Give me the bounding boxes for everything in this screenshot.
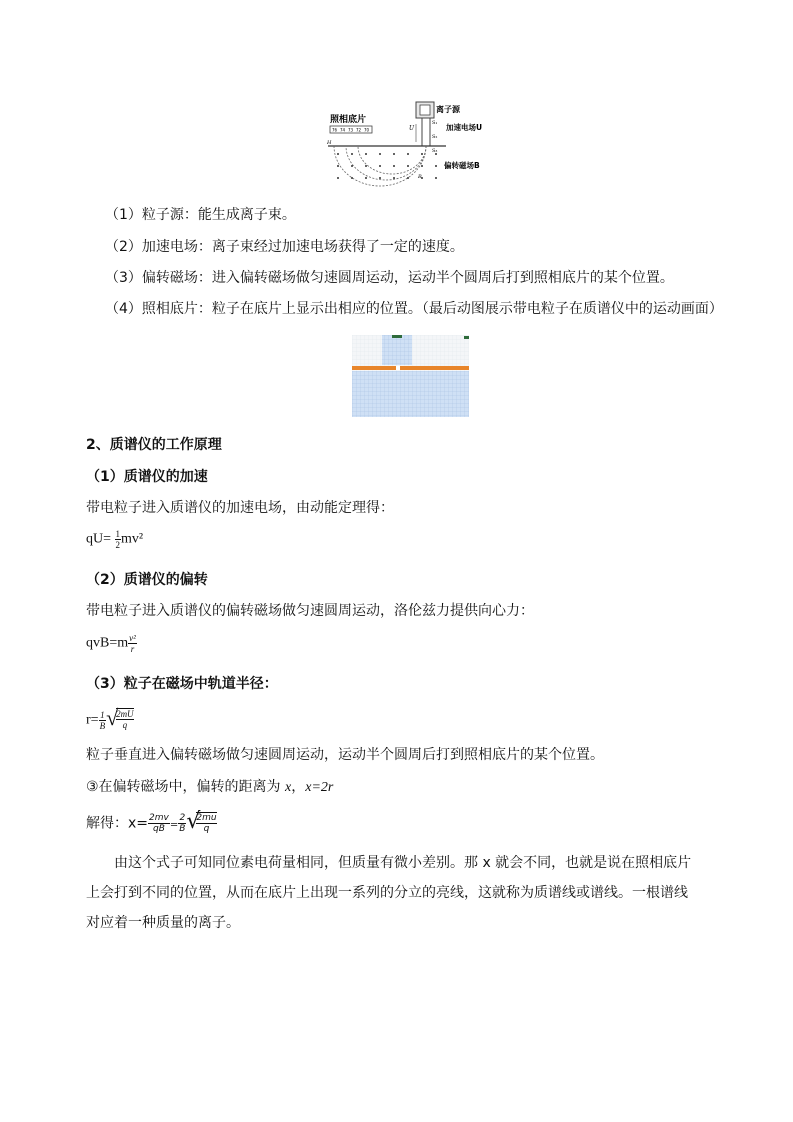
item-3: （3）偏转磁场：进入偏转磁场做匀速圆周运动，运动半个圆周后打到照相底片的某个位置。 bbox=[105, 270, 674, 286]
label-U: U bbox=[409, 125, 415, 132]
formula-right: mv² bbox=[121, 531, 144, 547]
frac-num: 1 bbox=[115, 529, 121, 539]
label-S2: S₂ bbox=[432, 134, 438, 140]
sub2-title: （2）质谱仪的偏转 bbox=[86, 572, 208, 588]
sub3-title: （3）粒子在磁场中轨道半径： bbox=[86, 676, 278, 692]
magnetic-field-dots bbox=[337, 153, 437, 179]
radical-icon: √ bbox=[106, 705, 119, 730]
fraction-2mv-qB bbox=[148, 813, 170, 834]
formula-left: qU= bbox=[86, 531, 115, 547]
fraction-2-B bbox=[178, 813, 186, 834]
slit bbox=[396, 366, 400, 370]
sqrt-num: 2mu bbox=[196, 813, 217, 823]
frac-den: B bbox=[99, 721, 106, 731]
label-film: 照相底片 bbox=[330, 115, 367, 125]
line3-x: x bbox=[285, 780, 292, 795]
sub2-formula bbox=[86, 633, 137, 654]
ion-source-inner bbox=[420, 105, 430, 115]
trajectory-inner bbox=[358, 146, 426, 174]
label-H: H bbox=[327, 140, 332, 146]
sub3-text: 粒子垂直进入偏转磁场做匀速圆周运动，运动半个圆周后打到照相底片的某个位置。 bbox=[86, 747, 604, 763]
label-S1: S₁ bbox=[432, 120, 438, 126]
tick-label: 73 bbox=[348, 127, 354, 133]
magnetic-region bbox=[352, 371, 469, 417]
frac-den: B bbox=[179, 824, 186, 834]
frac-num: 2 bbox=[179, 813, 186, 823]
frac-num: v² bbox=[129, 633, 136, 643]
animation-figure bbox=[352, 335, 469, 417]
sqrt-den: q bbox=[122, 720, 128, 730]
accel-region bbox=[382, 335, 412, 365]
film-strip bbox=[352, 366, 469, 370]
item-4: （4）照相底片：粒子在底片上显示出相应的位置。（最后动图展示带电粒子在质谱仪中的运动画面） bbox=[105, 301, 723, 317]
sqrt-den: q bbox=[203, 824, 210, 834]
sub3-formula bbox=[86, 705, 134, 733]
frac-den: r bbox=[130, 644, 135, 654]
line3-b: ， bbox=[291, 779, 306, 795]
line3-a: ③在偏转磁场中，偏转的距离为 bbox=[86, 779, 286, 795]
formula-left: qvB=m bbox=[86, 635, 129, 651]
diagram-svg bbox=[326, 100, 494, 190]
label-field-b: 偏转磁场B bbox=[444, 161, 480, 170]
formula-left: r= bbox=[86, 712, 99, 728]
line3-eq: x=2r bbox=[305, 780, 334, 795]
corner-marker bbox=[464, 336, 469, 339]
sub1-title: （1）质谱仪的加速 bbox=[86, 469, 208, 485]
sub2-text: 带电粒子进入质谱仪的偏转磁场做匀速圆周运动，洛伦兹力提供向心力： bbox=[86, 603, 534, 619]
sub1-formula bbox=[86, 529, 143, 550]
item-2: （2）加速电场：离子束经过加速电场获得了一定的速度。 bbox=[105, 239, 464, 255]
frac-num: 1 bbox=[100, 710, 105, 720]
label-source: 离子源 bbox=[436, 105, 460, 114]
fraction-v2-r bbox=[128, 633, 137, 654]
solve-eq: = bbox=[169, 819, 179, 831]
conclusion-paragraph: 由这个式子可知同位素电荷量相同，但质量有微小差别。那 x 就会不同，也就是说在照相底片上会打到不同的位置，从而在底片上出现一系列的分立的亮线，这就称为质谱线或谱线。一根谱线对应着一种质量的离子。 bbox=[86, 855, 692, 931]
label-B: B bbox=[418, 174, 422, 180]
sqrt-num: 2mU bbox=[116, 709, 134, 719]
mass-spectrometer-diagram bbox=[326, 100, 494, 190]
fraction-1-B bbox=[99, 710, 107, 731]
item-1: （1）粒子源：能生成离子束。 bbox=[105, 207, 296, 223]
label-S3: S₃ bbox=[432, 148, 438, 154]
sqrt-term bbox=[186, 809, 217, 835]
sub3-line3 bbox=[86, 777, 333, 798]
source-marker bbox=[392, 335, 402, 338]
radical-icon: √ bbox=[186, 809, 201, 834]
trajectory-middle bbox=[346, 146, 426, 180]
tick-label: 72 bbox=[356, 127, 362, 133]
section-title: 2、质谱仪的工作原理 bbox=[86, 437, 222, 453]
tick-label: 70 bbox=[364, 127, 370, 133]
tick-label: 74 bbox=[340, 127, 346, 133]
solve-label: 解得：x= bbox=[86, 815, 149, 832]
frac-den: qB bbox=[152, 824, 165, 834]
animation-svg bbox=[352, 335, 469, 417]
sqrt-term bbox=[106, 705, 134, 733]
sub1-text: 带电粒子进入质谱仪的加速电场，由动能定理得： bbox=[86, 500, 394, 516]
solve-formula bbox=[86, 809, 217, 835]
label-field-e: 加速电场U bbox=[446, 123, 483, 132]
tick-label: 76 bbox=[332, 127, 338, 133]
frac-num: 2mv bbox=[149, 813, 169, 823]
frac-den: 2 bbox=[115, 540, 121, 550]
